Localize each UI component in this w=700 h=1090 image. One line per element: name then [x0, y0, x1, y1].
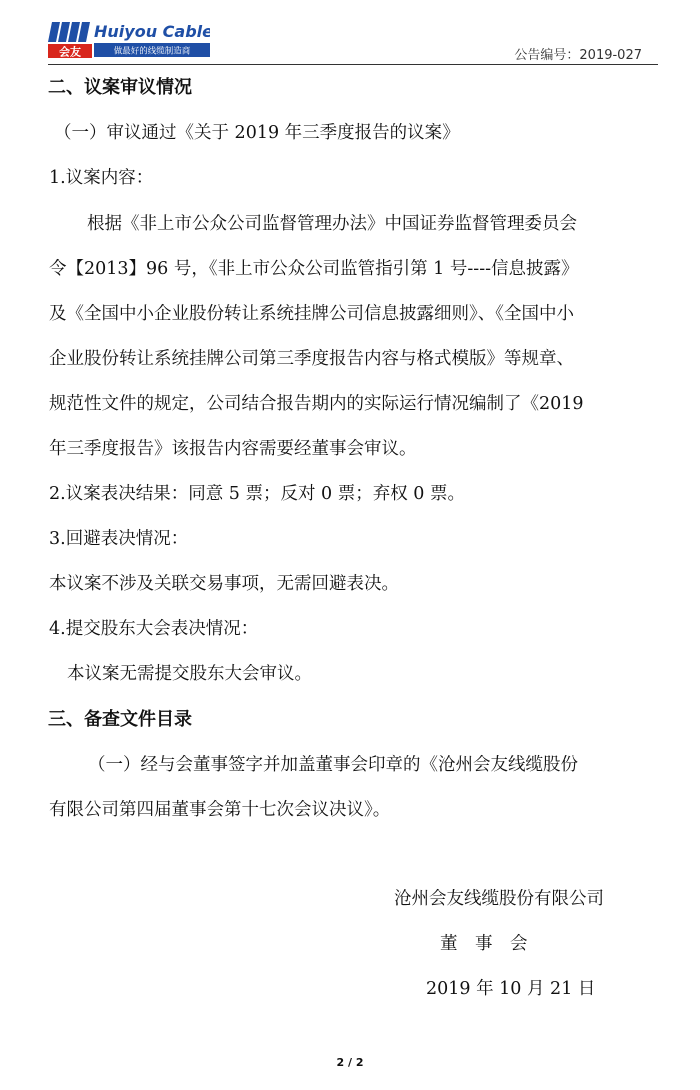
recusal-label: 3.回避表决情况：: [49, 529, 189, 549]
content-line: 企业股份转让系统挂牌公司第三季度报告内容与格式模版》等规章、: [49, 349, 574, 369]
recusal-text: 本议案不涉及关联交易事项，无需回避表决。: [49, 574, 399, 594]
shareholder-text: 本议案无需提交股东大会审议。: [67, 664, 312, 684]
content-line: 根据《非上市公众公司监督管理办法》中国证券监督管理委员会: [87, 214, 577, 234]
content-line: 规范性文件的规定，公司结合报告期内的实际运行情况编制了《2019: [49, 394, 584, 414]
logo-brand-cn: 会友: [59, 45, 81, 58]
content-line: 及《全国中小企业股份转让系统挂牌公司信息披露细则》、《全国中小: [49, 304, 574, 324]
content-label: 1.议案内容：: [49, 168, 154, 188]
content-line: 年三季度报告》该报告内容需要经董事会审议。: [49, 439, 417, 459]
header-divider: [48, 64, 658, 65]
section2-heading: 二、议案审议情况: [48, 77, 192, 98]
signature-board: 董 事 会: [440, 934, 528, 954]
page-number: 2 / 2: [336, 1056, 364, 1069]
signature-company: 沧州会友线缆股份有限公司: [394, 889, 604, 909]
announcement-number: 公告编号：2019-027: [514, 48, 642, 63]
item1-title: （一）审议通过《关于 2019 年三季度报告的议案》: [54, 123, 460, 143]
content-line: 令【2013】96 号，《非上市公众公司监管指引第 1 号----信息披露》: [49, 259, 579, 279]
vote-result: 2.议案表决结果：同意 5 票；反对 0 票；弃权 0 票。: [49, 484, 465, 504]
shareholder-label: 4.提交股东大会表决情况：: [49, 619, 259, 639]
company-logo: [48, 18, 210, 58]
logo-graphic: [48, 18, 210, 58]
logo-brand-en: Huiyou Cable: [94, 22, 210, 41]
section3-line: 有限公司第四届董事会第十七次会议决议》。: [49, 800, 391, 820]
signature-date: 2019 年 10 月 21 日: [426, 979, 596, 999]
section3-line: （一）经与会董事签字并加盖董事会印章的《沧州会友线缆股份: [88, 755, 578, 775]
logo-slogan: 做最好的线缆制造商: [113, 46, 191, 57]
section3-heading: 三、备查文件目录: [48, 709, 192, 730]
